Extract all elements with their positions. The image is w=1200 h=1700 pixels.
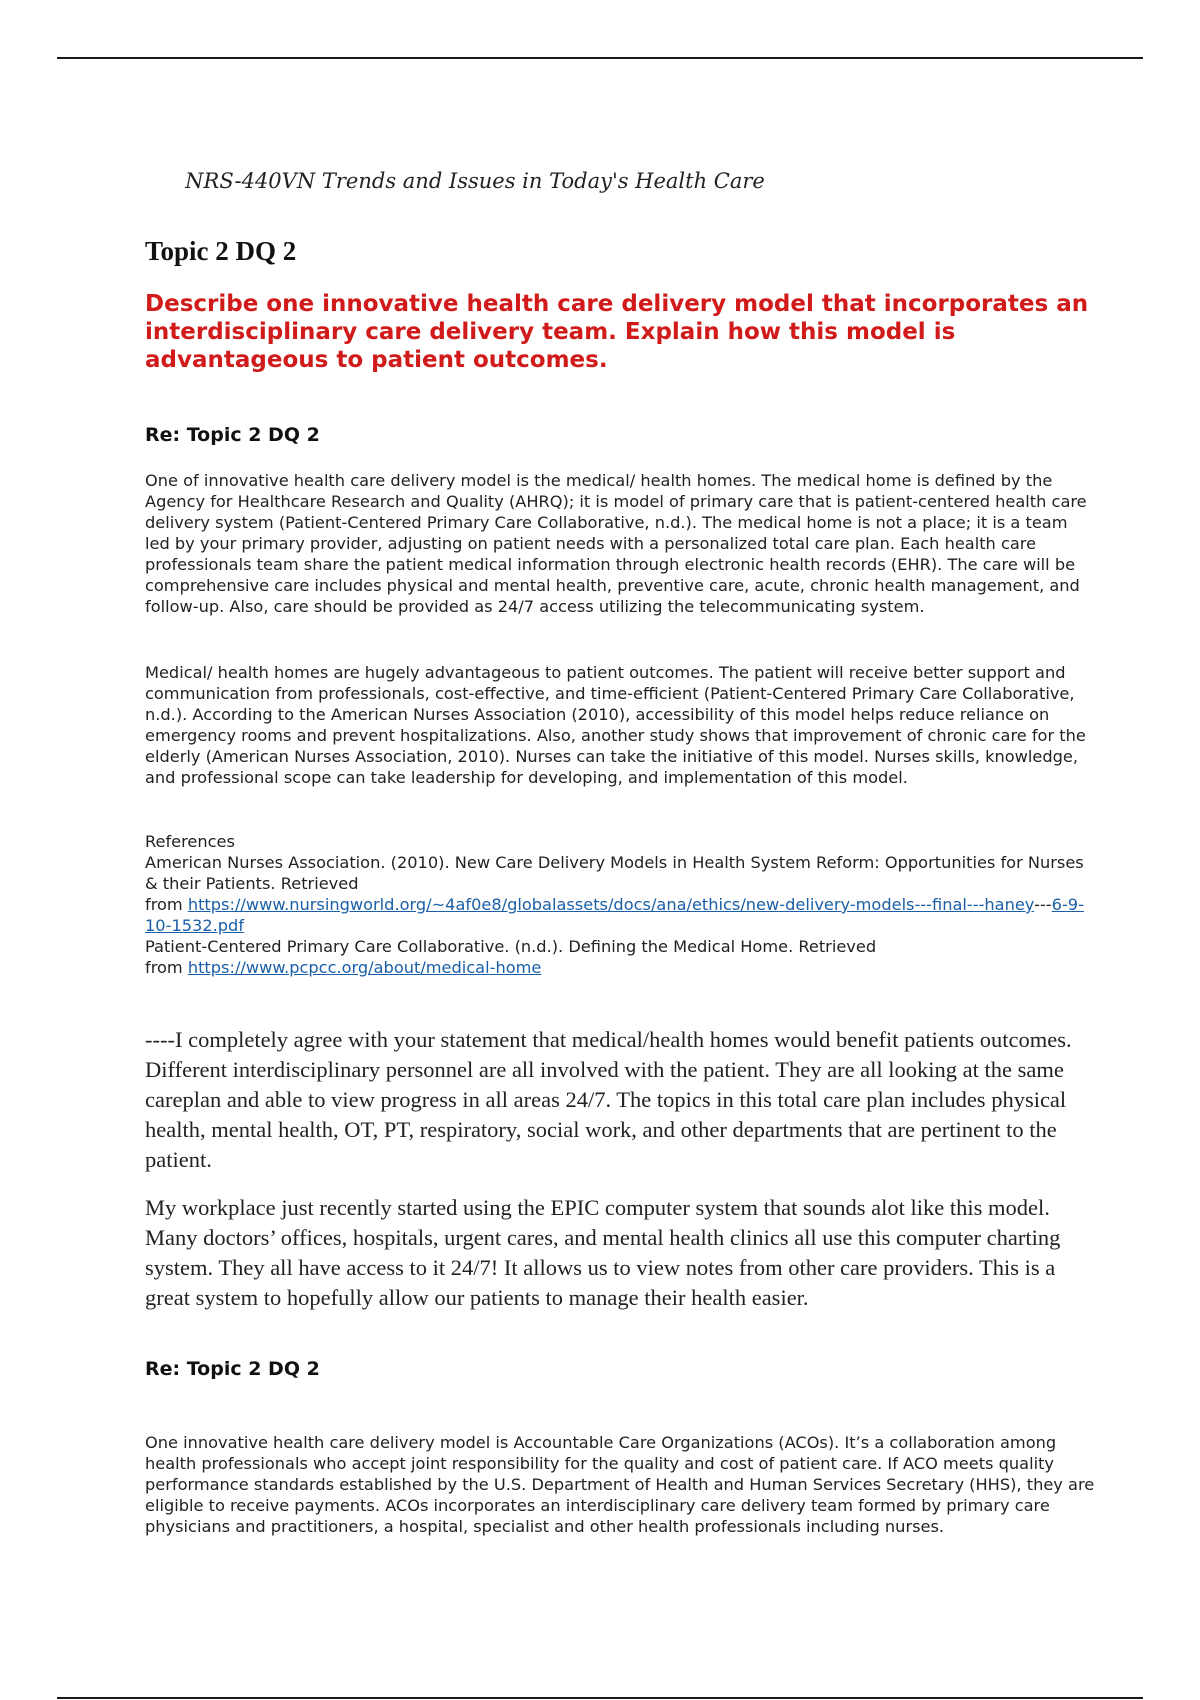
reference-from: from <box>145 958 183 977</box>
post-heading: Re: Topic 2 DQ 2 <box>145 1358 320 1380</box>
reference-entry <box>145 936 1095 978</box>
course-title: NRS-440VN Trends and Issues in Today's Health Care <box>185 169 765 193</box>
top-rule <box>57 57 1143 59</box>
post-heading: Re: Topic 2 DQ 2 <box>145 424 320 446</box>
references-block <box>145 831 1095 978</box>
reference-link[interactable]: https://www.pcpcc.org/about/medical-home <box>187 958 542 977</box>
reference-link[interactable]: https://www.nursingworld.org/~4af0e8/globalassets/docs/ana/ethics/new-delivery-models---final---haney <box>187 895 1035 914</box>
reference-entry <box>145 852 1095 936</box>
reference-text: American Nurses Association. (2010). New Care Delivery Models in Health System Reform: Opportunities for Nurses & their Patients. Retrieved <box>145 853 1084 893</box>
references-label: References <box>145 832 235 851</box>
discussion-prompt: Describe one innovative health care delivery model that incorporates an interdisciplinary care delivery team. Explain how this model is advantageous to patient outcomes. <box>145 291 1089 373</box>
topic-heading: Topic 2 DQ 2 <box>145 236 297 266</box>
post-paragraph: Medical/ health homes are hugely advantageous to patient outcomes. The patient will receive better support and communication from professionals, cost-effective, and time-efficient (Patient-Centered Primary Care Collaborative, n.d.). According to the American Nurses Association (2010), accessibility of this model helps reduce reliance on emergency rooms and prevent hospitalizations. Also, another study shows that improvement of chronic care for the elderly (American Nurses Association, 2010). Nurses can take the initiative of this model. Nurses skills, knowledge, and professional scope can take leadership for developing, and implementation of this model. <box>145 663 1086 787</box>
reference-from: from <box>145 895 183 914</box>
reference-link-separator: --- <box>1034 895 1052 914</box>
reply-paragraph: ----I completely agree with your statement that medical/health homes would benefit patients outcomes. Different interdisciplinary personnel are all involved with the patient. They are all looking at the same careplan and able to view progress in all areas 24/7. The topics in this total care plan includes physical health, mental health, OT, PT, respiratory, social work, and other departments that are pertinent to the patient. <box>145 1027 1072 1172</box>
reference-link[interactable]: 6-9-10-1532.pdf <box>145 895 1084 935</box>
post-paragraph: One of innovative health care delivery model is the medical/ health homes. The medical home is defined by the Agency for Healthcare Research and Quality (AHRQ); it is model of primary care that is patient-centered health care delivery system (Patient-Centered Primary Care Collaborative, n.d.). The medical home is not a place; it is a team led by your primary provider, adjusting on patient needs with a personalized total care plan. Each health care professionals team share the patient medical information through electronic health records (EHR). The care will be comprehensive care includes physical and mental health, preventive care, acute, chronic health management, and follow-up. Also, care should be provided as 24/7 access utilizing the telecommunicating system. <box>145 471 1087 616</box>
reply-paragraph: My workplace just recently started using the EPIC computer system that sounds alot like this model. Many doctors’ offices, hospitals, urgent cares, and mental health clinics all use this computer charting system. They all have access to it 24/7! It allows us to view notes from other care providers. This is a great system to hopefully allow our patients to manage their health easier. <box>145 1195 1061 1310</box>
reference-text: Patient-Centered Primary Care Collaborative. (n.d.). Defining the Medical Home. Retrieved <box>145 937 877 956</box>
bottom-rule <box>57 1697 1143 1699</box>
post-paragraph: One innovative health care delivery model is Accountable Care Organizations (ACOs). It’s a collaboration among health professionals who accept joint responsibility for the quality and cost of patient care. If ACO meets quality performance standards established by the U.S. Department of Health and Human Services Secretary (HHS), they are eligible to receive payments. ACOs incorporates an interdisciplinary care delivery team formed by primary care physicians and practitioners, a hospital, specialist and other health professionals including nurses. <box>145 1433 1095 1536</box>
